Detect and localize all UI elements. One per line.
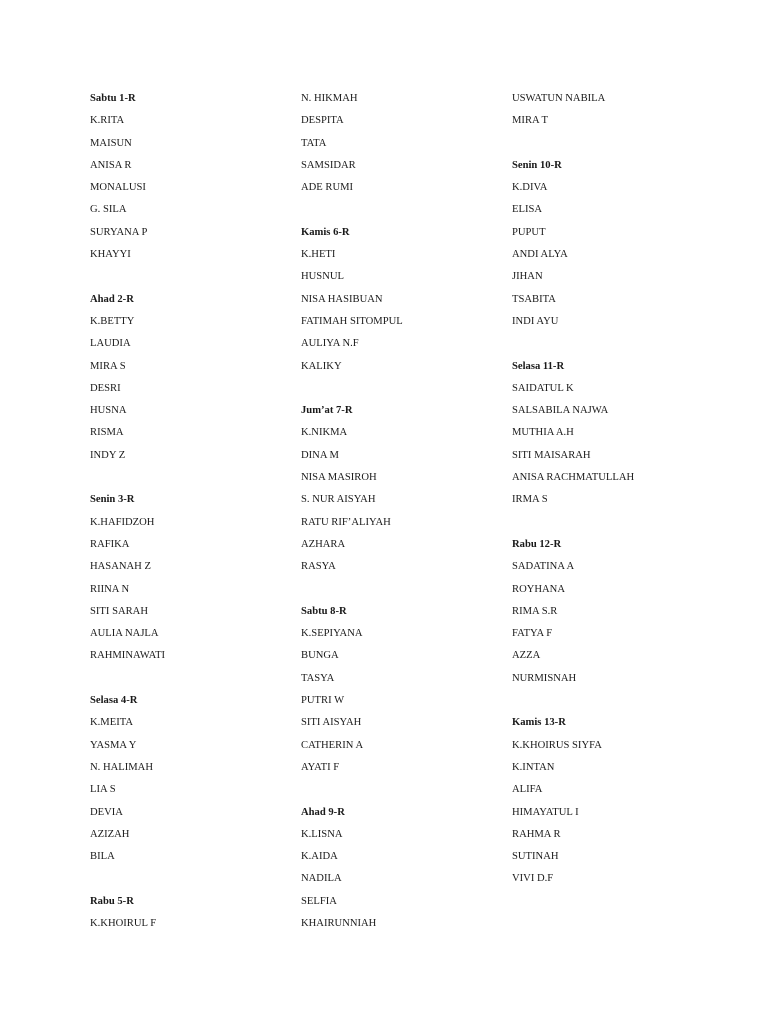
blank-line bbox=[301, 378, 501, 400]
name-entry: NADILA bbox=[301, 873, 342, 885]
name-entry: RAFIKA bbox=[90, 538, 130, 550]
blank-line bbox=[512, 133, 712, 155]
name-entry: SALSABILA NAJWA bbox=[512, 405, 609, 417]
blank-line bbox=[301, 579, 501, 601]
name-entry: PUTRI W bbox=[301, 695, 345, 707]
name-entry: PUPUT bbox=[512, 226, 546, 238]
blank-line bbox=[90, 266, 290, 288]
name-entry: INDI AYU bbox=[512, 315, 559, 327]
group-heading: Sabtu 8-R bbox=[301, 605, 347, 617]
blank-line bbox=[90, 668, 290, 690]
name-entry: K.KHOIRUS SIYFA bbox=[512, 739, 602, 751]
blank-line bbox=[512, 333, 712, 355]
name-entry: K.MEITA bbox=[90, 717, 133, 729]
name-entry: MIRA T bbox=[512, 115, 549, 127]
name-entry: RIMA S.R bbox=[512, 605, 558, 617]
name-entry: SAIDATUL K bbox=[512, 382, 574, 394]
name-entry: RISMA bbox=[90, 427, 124, 439]
name-entry: RAHMA R bbox=[512, 828, 561, 840]
name-entry: ADE RUMI bbox=[301, 182, 354, 194]
name-entry: BUNGA bbox=[301, 650, 339, 662]
name-entry: TASYA bbox=[301, 672, 335, 684]
name-entry: ROYHANA bbox=[512, 583, 565, 595]
name-entry: K.HAFIDZOH bbox=[90, 516, 155, 528]
name-entry: K.AIDA bbox=[301, 851, 338, 863]
name-entry: HUSNUL bbox=[301, 271, 344, 283]
name-entry: K.DIVA bbox=[512, 182, 548, 194]
name-entry: LIA S bbox=[90, 784, 116, 796]
name-entry: SITI AISYAH bbox=[301, 717, 362, 729]
name-entry: MAISUN bbox=[90, 137, 132, 149]
group-heading: Sabtu 1-R bbox=[90, 93, 136, 104]
name-entry: SADATINA A bbox=[512, 561, 575, 573]
name-entry: ALIFA bbox=[512, 784, 543, 796]
name-entry: BILA bbox=[90, 851, 115, 863]
column-1 bbox=[90, 88, 290, 935]
name-entry: N. HIKMAH bbox=[301, 93, 358, 104]
name-entry: ANDI ALYA bbox=[512, 249, 568, 261]
name-entry: SURYANA P bbox=[90, 226, 148, 238]
group-heading: Kamis 6-R bbox=[301, 226, 350, 238]
name-entry: DEVIA bbox=[90, 806, 123, 818]
name-entry: ELISA bbox=[512, 204, 543, 216]
blank-line bbox=[512, 690, 712, 712]
name-entry: IRMA S bbox=[512, 494, 548, 506]
name-entry: K.SEPIYANA bbox=[301, 628, 363, 640]
name-entry: NISA MASIROH bbox=[301, 472, 377, 484]
name-entry: HIMAYATUL I bbox=[512, 806, 579, 818]
name-entry: KALIKY bbox=[301, 360, 342, 372]
name-entry: SITI SARAH bbox=[90, 605, 148, 617]
name-entry: K.BETTY bbox=[90, 315, 135, 327]
name-entry: KHAIRUNNIAH bbox=[301, 917, 377, 929]
name-entry: MUTHIA A.H bbox=[512, 427, 574, 439]
name-entry: K.HETI bbox=[301, 249, 336, 261]
name-entry: DESRI bbox=[90, 382, 121, 394]
name-entry: ANISA RACHMATULLAH bbox=[512, 472, 635, 484]
name-entry: MIRA S bbox=[90, 360, 126, 372]
column-2 bbox=[301, 88, 501, 935]
column-3 bbox=[512, 88, 712, 891]
name-entry: RAHMINAWATI bbox=[90, 650, 166, 662]
name-entry: DINA M bbox=[301, 449, 339, 461]
blank-line bbox=[301, 199, 501, 221]
name-entry: K.INTAN bbox=[512, 761, 555, 773]
name-entry: LAUDIA bbox=[90, 338, 131, 350]
name-entry: K.RITA bbox=[90, 115, 125, 127]
name-entry: AULIA NAJLA bbox=[90, 628, 159, 640]
name-entry: SUTINAH bbox=[512, 851, 559, 863]
group-heading: Kamis 13-R bbox=[512, 717, 566, 729]
name-entry: NISA HASIBUAN bbox=[301, 293, 383, 305]
name-entry: CATHERIN A bbox=[301, 739, 364, 751]
blank-line bbox=[90, 467, 290, 489]
name-entry: TSABITA bbox=[512, 293, 556, 305]
name-entry: K.NIKMA bbox=[301, 427, 348, 439]
name-entry: YASMA Y bbox=[90, 739, 137, 751]
name-entry: DESPITA bbox=[301, 115, 344, 127]
name-entry: HUSNA bbox=[90, 405, 127, 417]
name-entry: SITI MAISARAH bbox=[512, 449, 591, 461]
name-entry: VIVI D.F bbox=[512, 873, 554, 885]
name-entry: SAMSIDAR bbox=[301, 159, 356, 171]
group-heading: Senin 3-R bbox=[90, 494, 135, 506]
group-heading: Senin 10-R bbox=[512, 159, 562, 171]
blank-line bbox=[512, 512, 712, 534]
name-entry: RASYA bbox=[301, 561, 336, 573]
name-entry: S. NUR AISYAH bbox=[301, 494, 376, 506]
blank-line bbox=[301, 779, 501, 801]
name-entry: USWATUN NABILA bbox=[512, 93, 606, 104]
name-entry: K.KHOIRUL F bbox=[90, 917, 157, 929]
group-heading: Selasa 4-R bbox=[90, 695, 138, 707]
name-entry: FATYA F bbox=[512, 628, 553, 640]
group-heading: Rabu 12-R bbox=[512, 538, 562, 550]
name-entry: AYATI F bbox=[301, 761, 340, 773]
name-entry: G. SILA bbox=[90, 204, 127, 216]
name-entry: AULIYA N.F bbox=[301, 338, 359, 350]
group-heading: Rabu 5-R bbox=[90, 895, 134, 907]
name-entry: FATIMAH SITOMPUL bbox=[301, 315, 403, 327]
name-entry: TATA bbox=[301, 137, 327, 149]
group-heading: Ahad 9-R bbox=[301, 806, 345, 818]
name-entry: RIINA N bbox=[90, 583, 130, 595]
name-entry: JIHAN bbox=[512, 271, 543, 283]
name-entry: AZHARA bbox=[301, 538, 346, 550]
name-entry: ANISA R bbox=[90, 159, 132, 171]
group-heading: Selasa 11-R bbox=[512, 360, 565, 372]
group-heading: Jum’at 7-R bbox=[301, 405, 353, 417]
name-entry: AZIZAH bbox=[90, 828, 130, 840]
name-entry: KHAYYI bbox=[90, 249, 131, 261]
name-entry: MONALUSI bbox=[90, 182, 146, 194]
name-entry: NURMISNAH bbox=[512, 672, 577, 684]
group-heading: Ahad 2-R bbox=[90, 293, 134, 305]
name-entry: N. HALIMAH bbox=[90, 761, 153, 773]
name-entry: INDY Z bbox=[90, 449, 126, 461]
blank-line bbox=[90, 868, 290, 890]
name-entry: SELFIA bbox=[301, 895, 337, 907]
name-entry: RATU RIF’ALIYAH bbox=[301, 516, 391, 528]
name-entry: AZZA bbox=[512, 650, 541, 662]
name-entry: HASANAH Z bbox=[90, 561, 151, 573]
name-entry: K.LISNA bbox=[301, 828, 343, 840]
